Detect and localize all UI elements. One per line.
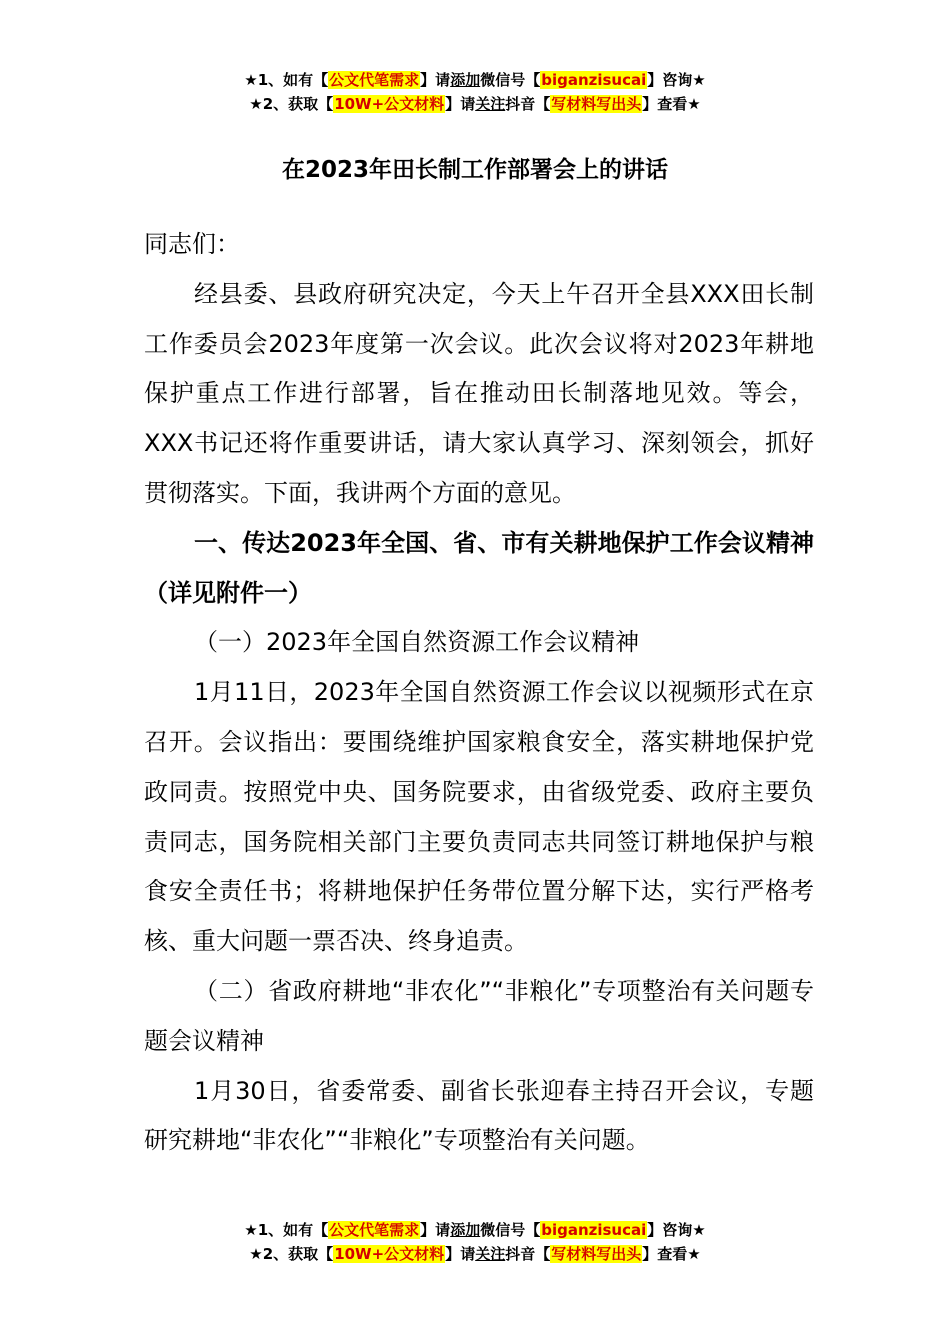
promo-highlight-wechat: biganzisucai [541, 1221, 647, 1239]
promo-text: ★1、如有【 [244, 71, 329, 89]
promo-text: 】请 [445, 95, 476, 113]
promo-highlight: 10W+公文材料 [334, 95, 445, 113]
paragraph-national-meeting: 1月11日，2023年全国自然资源工作会议以视频形式在京召开。会议指出：要围绕维护国家粮食安全，落实耕地保护党政同责。按照党中央、国务院要求，由省级党委、政府主要负责同志，国务院相关部门主要负责同志共同签订耕地保护与粮食安全责任书；将耕地保护任务带位置分解下达，实行严格考核、重大问题一票否决、终身追责。 [144, 678, 814, 956]
document-body [144, 220, 814, 1166]
promo-highlight-wechat: biganzisucai [541, 71, 647, 89]
promo-underline: 添加 [450, 1221, 481, 1239]
promo-text: 】查看★ [642, 95, 701, 113]
promo-text: 】请 [420, 71, 451, 89]
promo-text: 】查看★ [642, 1245, 701, 1263]
promo-line-1 [0, 1218, 950, 1242]
promo-text: 抖音【 [505, 1245, 551, 1263]
promo-text: 】请 [445, 1245, 476, 1263]
document-title: 在2023年田长制工作部署会上的讲话 [281, 157, 668, 183]
salutation: 同志们： [144, 230, 240, 258]
promo-highlight: 10W+公文材料 [334, 1245, 445, 1263]
promo-underline: 关注 [475, 95, 506, 113]
paragraph-provincial-meeting: 1月30日，省委常委、副省长张迎春主持召开会议，专题研究耕地“非农化”“非粮化”专项整治有关问题。 [144, 1076, 814, 1155]
promo-highlight-douyin: 写材料写出头 [551, 1245, 642, 1263]
promo-text: 抖音【 [505, 95, 551, 113]
promo-text: ★1、如有【 [244, 1221, 329, 1239]
promo-text: 微信号【 [480, 1221, 541, 1239]
promo-text: 】咨询★ [647, 71, 706, 89]
subheading-2: （二）省政府耕地“非农化”“非粮化”专项整治有关问题专题会议精神 [144, 976, 814, 1055]
promo-text: ★2、获取【 [249, 1245, 334, 1263]
promo-line-2 [0, 1242, 950, 1266]
paragraph-intro: 经县委、县政府研究决定，今天上午召开全县XXX田长制工作委员会2023年度第一次会议。此次会议将对2023年耕地保护重点工作进行部署，旨在推动田长制落地见效。等会，XXX书记还将作重要讲话，请大家认真学习、深刻领会，抓好贯彻落实。下面，我讲两个方面的意见。 [144, 279, 814, 507]
bottom-promo-banner [0, 1218, 950, 1266]
promo-highlight: 公文代笔需求 [329, 1221, 420, 1239]
promo-text: ★2、获取【 [249, 95, 334, 113]
promo-text: 】咨询★ [647, 1221, 706, 1239]
subheading-1: （一）2023年全国自然资源工作会议精神 [194, 628, 640, 657]
section-heading-1: 一、传达2023年全国、省、市有关耕地保护工作会议精神（详见附件一） [144, 528, 814, 607]
promo-line-2 [0, 92, 950, 116]
promo-underline: 关注 [475, 1245, 506, 1263]
promo-highlight-douyin: 写材料写出头 [551, 95, 642, 113]
promo-text: 】请 [420, 1221, 451, 1239]
promo-line-1 [0, 68, 950, 92]
top-promo-banner [0, 68, 950, 116]
promo-highlight: 公文代笔需求 [329, 71, 420, 89]
promo-underline: 添加 [450, 71, 481, 89]
promo-text: 微信号【 [480, 71, 541, 89]
